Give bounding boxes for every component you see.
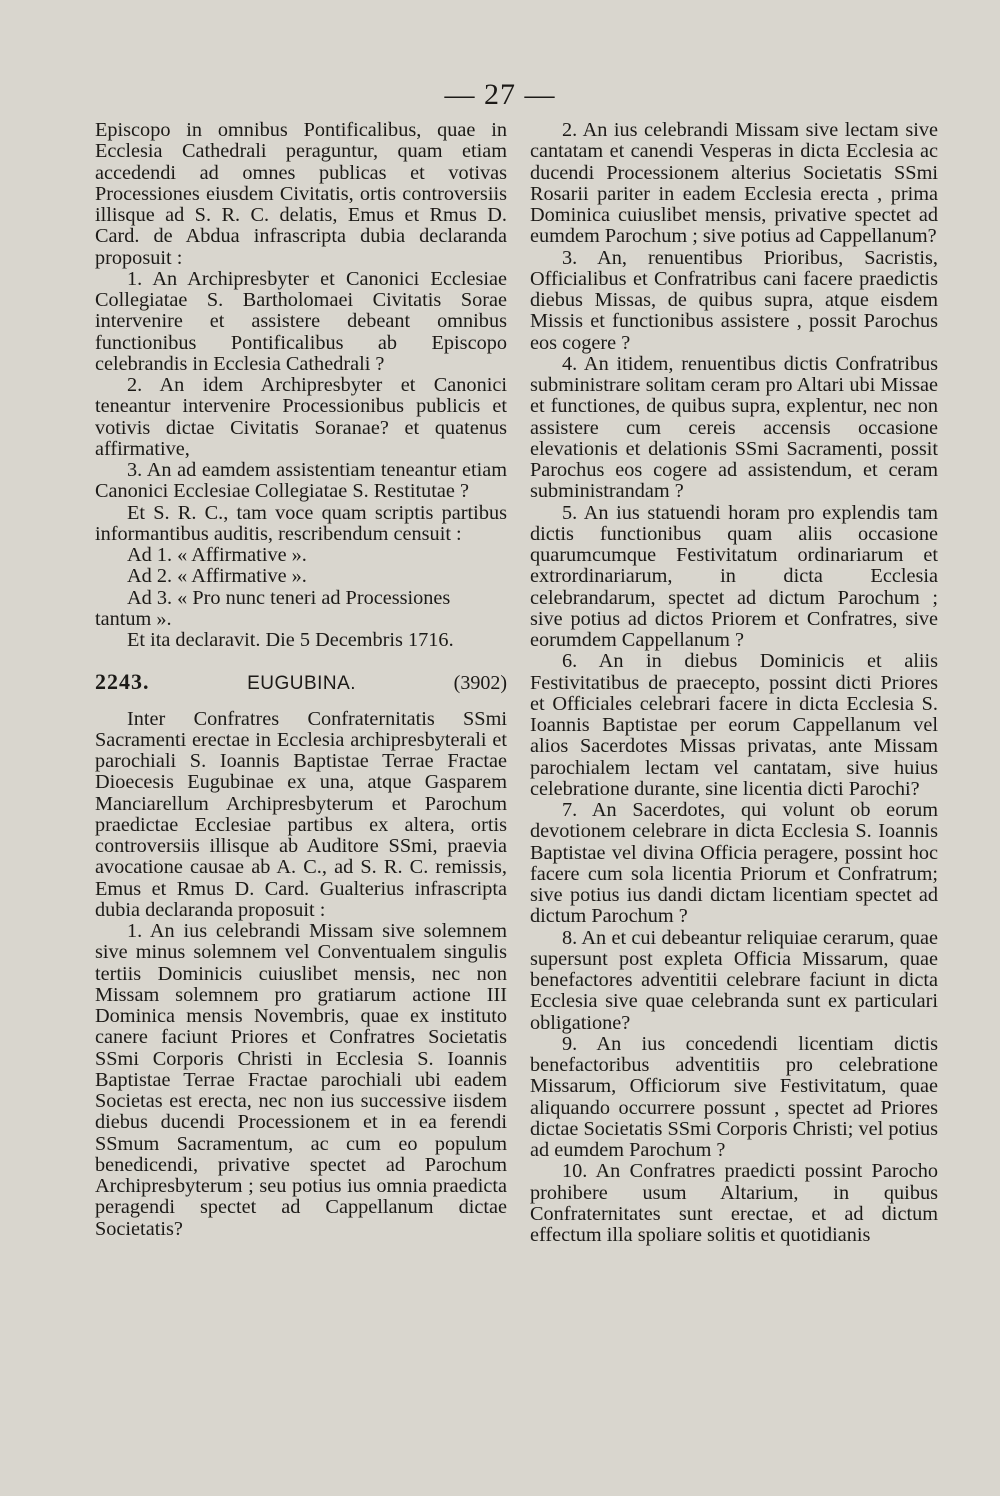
case-dubium-3: 3. An, renuentibus Prioribus, Sacristis, Officialibus et Confratribus cani facere praedictis diebus Missas, de quibus supra, atque eisdem Missis et functionibus assistere , possit Parochus eos cogere ?	[530, 246, 938, 354]
case-reference: (3902)	[453, 672, 507, 695]
right-column	[530, 120, 938, 1246]
dubium-1: 1. An Archipresbyter et Canonici Ecclesiae Collegiatae S. Bartholomaei Civitatis Sorae intervenire et assistere debeant omnibus functionibus Pontificalibus ab Episcopo celebrandis in Ecclesia Cathedrali ?	[95, 267, 507, 375]
case-dubium-7: 7. An Sacerdotes, qui volunt ob eorum devotionem celebrare in dicta Ecclesia S. Ioannis Baptistae vel divina Officia peragere, possint hoc facere cum sola licentia Priorum et Confratrum; sive potius ius dandi dictam licentiam spectet ad dictum Parochum ?	[530, 799, 938, 928]
case-dubium-2: 2. An ius celebrandi Missam sive lectam sive cantatam et canendi Vesperas in dicta Ecclesia ac ducendi Processionem alterius Societatis SSmi Rosarii pariter in eadem Ecclesia erecta , prima Dominica cuiuslibet mensis, privative spectet ad eumdem Parochum ; sive potius ad Cappellanum?	[530, 119, 938, 248]
continuation-paragraph: Episcopo in omnibus Pontificalibus, quae in Ecclesia Cathedrali peraguntur, quam etiam accedendi ad omnes publicas et votivas Processiones eiusdem Civitatis, ortis controversiis illisque ad S. R. C. delatis, Emus et Rmus D. Card. de Abdua infrascripta dubia declaranda proposuit :	[95, 119, 507, 269]
case-dubium-9: 9. An ius concedendi licentiam dictis benefactoribus adventitiis pro celebratione Missarum, Officiorum sive Festivitatum, quae aliquando occurrere possunt , spectet ad Priores dictae Societatis SSmi Corporis Christi; vel potius ad eumdem Parochum ?	[530, 1032, 938, 1161]
answer-3: Ad 3. « Pro nunc teneri ad Processiones tantum ».	[95, 586, 451, 630]
case-dubium-5: 5. An ius statuendi horam pro explendis tam dictis functionibus quam aliis occasione quarumcumque Festivitatum ordinariarum et extrordinariarum, in dicta Ecclesia celebrandarum, spectet ad dictum Parochum ; sive potius ad dictos Priorem et Confratres, sive eorumdem Cappellanum ?	[530, 501, 938, 651]
closing-date: Et ita declaravit. Die 5 Decembris 1716.	[127, 629, 454, 651]
dubium-2: 2. An idem Archipresbyter et Canonici teneantur intervenire Processionibus publicis et votivis dictae Civitatis Soranae? et quatenus affirmative,	[95, 374, 507, 460]
case-dubium-1: 1. An ius celebrandi Missam sive solemnem sive minus solemnem vel Conventualem singulis tertiis Dominicis cuiuslibet mensis, nec non Missam solemnem pro gratiarum actione III Dominica mensis Novembris, quae ex instituto canere faciunt Priores et Confratres Societatis SSmi Corporis Christi in Ecclesia S. Ioannis Baptistae Terrae Fractae parochiali ubi eadem Societas est erecta, nec non ius successive iisdem diebus ducendi Processionem et in ea ferendi SSmum Sacramentum, ac cum eo populum benedicendi, privative spectet ad Parochum Archipresbyterum ; seu potius ius omnia praedicta peragendi spectet ad Cappellanum dictae Societatis?	[95, 920, 507, 1240]
case-dubium-8: 8. An et cui debeantur reliquiae cerarum, quae supersunt post expleta Officia Missarum, quae benefactores adventitii celebrare faciunt in dicta Ecclesia sive quae celebranda sunt ex particulari obligatione?	[530, 926, 938, 1034]
answer-2: Ad 2. « Affirmative ».	[127, 565, 307, 588]
page-number: — 27 —	[444, 78, 556, 111]
case-dubium-10: 10. An Confratres praedicti possint Parocho prohibere usum Altarium, in quibus Confraternitates sunt erectae, et ad dictum effectum illa spoliare solitis et quotidianis	[530, 1160, 938, 1246]
answer-1: Ad 1. « Affirmative ».	[127, 544, 307, 566]
dubium-3: 3. An ad eamdem assistentiam teneantur etiam Canonici Ecclesiae Collegiatae S. Restitutae ?	[95, 459, 507, 503]
case-intro-paragraph: Inter Confratres Confraternitatis SSmi Sacramenti erectae in Ecclesia archipresbyterali et parochiali S. Ioannis Baptistae Terrae Fractae Dioecesis Eugubinae ex una, atque Gasparem Manciarellum Archipresbyterum et Parochum praedictae Ecclesiae partibus ex altera, ortis controversiis illisque ab Auditore SSmi, praevia avocatione causae ab A. C., ad S. R. C. remissis, Emus et Rmus D. Card. Gualterius infrascripta dubia declaranda proposuit :	[95, 707, 507, 921]
case-title: EUGUBINA.	[247, 673, 357, 695]
case-dubium-6: 6. An in diebus Dominicis et aliis Festivitatibus de praecepto, possint dicti Priores et Officiales celebrari facere in dicta Ecclesia S. Ioannis Baptistae per eorum Cappellanum vel alios Sacerdotes Missas privatas, ante Missam parochialem lectam vel cantatam, sive huius celebratione durante, sine licentia dicti Parochi?	[530, 650, 938, 800]
case-number: 2243.	[95, 669, 150, 695]
case-dubium-4: 4. An itidem, renuentibus dictis Confratribus subministrare solitam ceram pro Altari ubi Missae et functiones, de quibus supra, explentur, nec non assistere cum cereis accensis occasione elevationis et delationis SSmi Sacramenti, possit Parochus eos cogere ad assistendum, et ceram subministrandam ?	[530, 352, 938, 503]
rescript-paragraph: Et S. R. C., tam voce quam scriptis partibus informantibus auditis, rescribendum censuit :	[95, 501, 507, 545]
case-heading	[95, 671, 507, 694]
left-column	[95, 120, 507, 1240]
